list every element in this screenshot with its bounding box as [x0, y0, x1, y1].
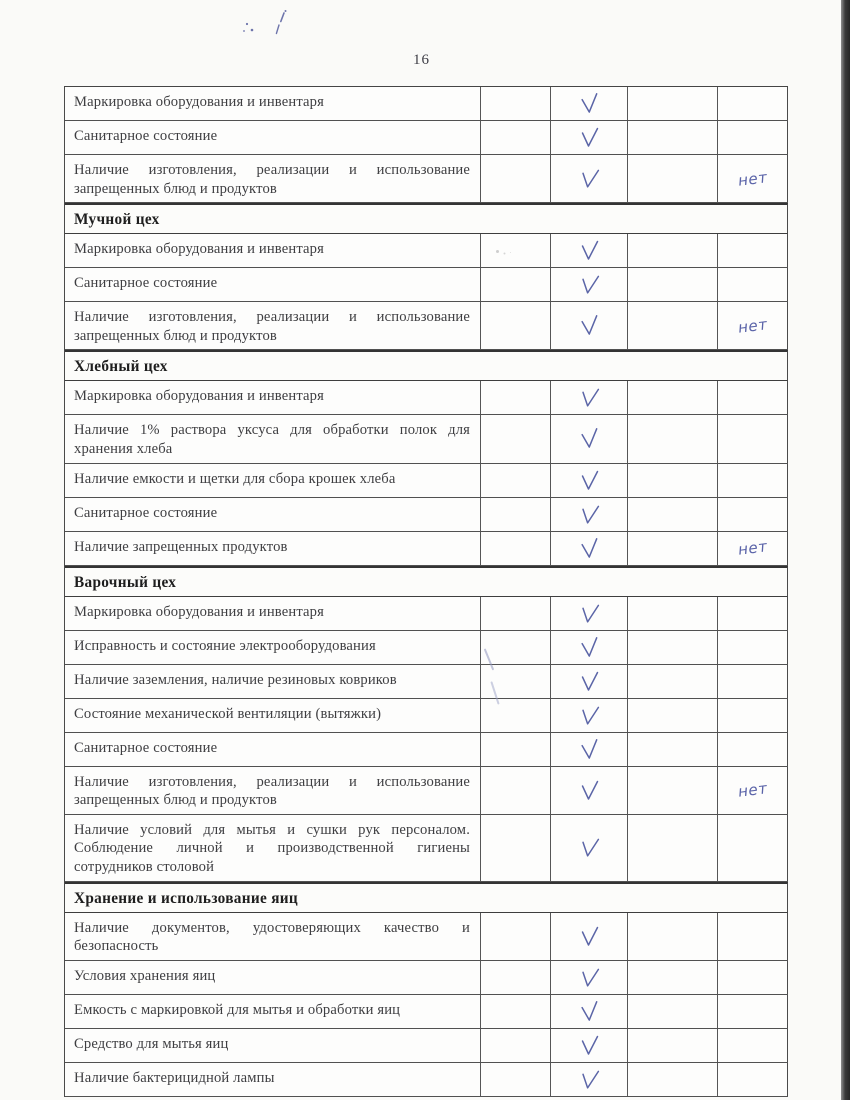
checkmark-icon	[578, 536, 601, 561]
result-cell-empty	[481, 913, 551, 960]
note-cell	[718, 733, 788, 766]
result-cell-empty	[481, 415, 551, 462]
result-cell-empty	[628, 87, 718, 120]
result-cell-check	[551, 87, 628, 120]
criteria-cell: Наличие емкости и щетки для сбора крошек хлеба	[65, 464, 481, 497]
criteria-cell: Средство для мытья яиц	[65, 1029, 481, 1062]
result-cell-empty	[481, 1029, 551, 1062]
result-cell-empty	[628, 302, 718, 349]
result-cell-empty	[628, 767, 718, 814]
section-header-label: Хлебный цех	[74, 358, 168, 376]
note-cell	[718, 415, 788, 462]
result-cell-empty	[628, 913, 718, 960]
note-cell	[718, 913, 788, 960]
table-row	[65, 415, 788, 463]
criteria-cell: Наличие запрещенных продуктов	[65, 532, 481, 565]
table-row	[65, 913, 788, 961]
note-cell	[718, 597, 788, 630]
result-cell-check	[551, 733, 628, 766]
result-cell-check	[551, 699, 628, 732]
criteria-cell: Санитарное состояние	[65, 498, 481, 531]
checkmark-icon	[577, 835, 600, 860]
criteria-cell: Санитарное состояние	[65, 733, 481, 766]
table-row	[65, 87, 788, 121]
checkmark-icon	[578, 737, 601, 762]
section-header-label: Хранение и использование яиц	[74, 889, 298, 907]
table-row	[65, 1063, 788, 1097]
result-cell-check	[551, 1029, 628, 1062]
table-row	[65, 155, 788, 203]
note-cell	[718, 665, 788, 698]
result-cell-empty	[481, 815, 551, 881]
result-cell-empty	[481, 995, 551, 1028]
result-cell-empty	[628, 155, 718, 202]
result-cell-check	[551, 1063, 628, 1096]
inspection-table	[64, 86, 788, 1097]
result-cell-empty	[628, 665, 718, 698]
checkmark-icon	[578, 999, 601, 1024]
result-cell-empty	[628, 234, 718, 267]
result-cell-check	[551, 155, 628, 202]
table-row	[65, 767, 788, 815]
checkmark-icon	[577, 166, 600, 191]
criteria-cell: Маркировка оборудования и инвентаря	[65, 87, 481, 120]
note-cell	[718, 995, 788, 1028]
criteria-cell: Наличие 1% раствора уксуса для обработки полок для хранения хлеба	[65, 415, 481, 462]
result-cell-empty	[628, 631, 718, 664]
result-cell-empty	[481, 631, 551, 664]
note-cell	[718, 121, 788, 154]
criteria-cell: Маркировка оборудования и инвентаря	[65, 381, 481, 414]
checkmark-icon	[577, 385, 600, 410]
result-cell-empty	[628, 597, 718, 630]
result-cell-empty	[628, 1063, 718, 1096]
result-cell-empty	[628, 532, 718, 565]
note-handwritten: нет	[736, 779, 769, 801]
section-header-label: Варочный цех	[74, 573, 177, 591]
criteria-cell: Наличие документов, удостоверяющих качество и безопасность	[65, 913, 481, 960]
result-cell-empty	[481, 87, 551, 120]
note-cell	[718, 234, 788, 267]
result-cell-empty	[628, 1029, 718, 1062]
checkmark-icon	[579, 925, 600, 948]
table-row	[65, 268, 788, 302]
result-cell-empty	[628, 498, 718, 531]
checkmark-icon	[577, 965, 600, 990]
checkmark-icon	[577, 703, 600, 728]
note-cell	[718, 815, 788, 881]
result-cell-empty	[481, 532, 551, 565]
result-cell-empty	[481, 155, 551, 202]
result-cell-check	[551, 234, 628, 267]
result-cell-empty	[628, 699, 718, 732]
result-cell-empty	[628, 995, 718, 1028]
result-cell-empty	[628, 815, 718, 881]
criteria-cell: Наличие бактерицидной лампы	[65, 1063, 481, 1096]
result-cell-check	[551, 767, 628, 814]
page-number: 16	[413, 52, 430, 68]
section-header	[65, 566, 788, 597]
note-cell	[718, 631, 788, 664]
section-header-label: Мучной цех	[74, 211, 160, 229]
criteria-cell: Наличие изготовления, реализации и использование запрещенных блюд и продуктов	[65, 767, 481, 814]
result-cell-empty	[481, 464, 551, 497]
result-cell-empty	[628, 381, 718, 414]
criteria-cell: Условия хранения яиц	[65, 961, 481, 994]
result-cell-check	[551, 815, 628, 881]
result-cell-check	[551, 498, 628, 531]
pen-marks-icon	[237, 8, 303, 42]
checkmark-icon	[579, 1034, 600, 1057]
criteria-cell: Исправность и состояние электрооборудования	[65, 631, 481, 664]
checkmark-icon	[578, 427, 601, 452]
table-row	[65, 815, 788, 882]
checkmark-icon	[579, 239, 600, 262]
section-header	[65, 350, 788, 381]
criteria-cell: Состояние механической вентиляции (вытяжки)	[65, 699, 481, 732]
pen-smudge-icon	[496, 250, 499, 253]
note-cell	[718, 381, 788, 414]
note-cell	[718, 87, 788, 120]
section-header	[65, 882, 788, 913]
table-row	[65, 498, 788, 532]
table-row	[65, 381, 788, 415]
result-cell-empty	[481, 121, 551, 154]
result-cell-check	[551, 415, 628, 462]
result-cell-check	[551, 995, 628, 1028]
note-cell	[718, 1063, 788, 1096]
section-header	[65, 203, 788, 234]
table-row	[65, 733, 788, 767]
checkmark-icon	[577, 502, 600, 527]
criteria-cell: Маркировка оборудования и инвентаря	[65, 234, 481, 267]
table-row	[65, 234, 788, 268]
result-cell-empty	[481, 498, 551, 531]
note-cell	[718, 464, 788, 497]
result-cell-empty	[628, 961, 718, 994]
note-handwritten: нет	[736, 537, 769, 559]
result-cell-empty	[481, 268, 551, 301]
note-cell	[718, 699, 788, 732]
criteria-cell: Емкость с маркировкой для мытья и обработки яиц	[65, 995, 481, 1028]
checkmark-icon	[578, 91, 601, 116]
result-cell-check	[551, 913, 628, 960]
result-cell-empty	[481, 597, 551, 630]
table-row	[65, 995, 788, 1029]
result-cell-empty	[628, 268, 718, 301]
criteria-cell: Наличие условий для мытья и сушки рук персоналом. Соблюдение личной и производственной гигиены сотрудников столовой	[65, 815, 481, 881]
result-cell-check	[551, 464, 628, 497]
note-handwritten: нет	[736, 315, 769, 337]
note-handwritten: нет	[736, 167, 769, 190]
result-cell-empty	[481, 961, 551, 994]
scan-edge-shadow	[841, 0, 850, 1100]
checkmark-icon	[579, 779, 600, 802]
checkmark-icon	[579, 469, 600, 492]
table-row	[65, 631, 788, 665]
table-row	[65, 1029, 788, 1063]
result-cell-empty	[481, 302, 551, 349]
result-cell-check	[551, 532, 628, 565]
criteria-cell: Маркировка оборудования и инвентаря	[65, 597, 481, 630]
note-cell	[718, 155, 788, 202]
note-cell	[718, 498, 788, 531]
table-row	[65, 302, 788, 350]
result-cell-empty	[481, 699, 551, 732]
note-cell	[718, 532, 788, 565]
checkmark-icon	[577, 601, 600, 626]
result-cell-check	[551, 121, 628, 154]
result-cell-empty	[481, 381, 551, 414]
checkmark-icon	[579, 670, 600, 693]
checkmark-icon	[577, 1067, 600, 1092]
result-cell-check	[551, 381, 628, 414]
result-cell-empty	[481, 767, 551, 814]
table-row	[65, 532, 788, 566]
checkmark-icon	[578, 635, 601, 660]
table-row	[65, 699, 788, 733]
table-row	[65, 665, 788, 699]
result-cell-check	[551, 631, 628, 664]
result-cell-check	[551, 665, 628, 698]
criteria-cell: Наличие изготовления, реализации и использование запрещенных блюд и продуктов	[65, 302, 481, 349]
checkmark-icon	[578, 313, 601, 338]
criteria-cell: Санитарное состояние	[65, 121, 481, 154]
result-cell-empty	[628, 415, 718, 462]
note-cell	[718, 268, 788, 301]
result-cell-check	[551, 302, 628, 349]
table-row	[65, 597, 788, 631]
note-cell	[718, 961, 788, 994]
note-cell	[718, 767, 788, 814]
checkmark-icon	[577, 272, 600, 297]
result-cell-empty	[481, 1063, 551, 1096]
result-cell-empty	[481, 234, 551, 267]
result-cell-empty	[628, 464, 718, 497]
criteria-cell: Наличие изготовления, реализации и использование запрещенных блюд и продуктов	[65, 155, 481, 202]
table-row	[65, 464, 788, 498]
criteria-cell: Наличие заземления, наличие резиновых ковриков	[65, 665, 481, 698]
note-cell	[718, 1029, 788, 1062]
result-cell-check	[551, 597, 628, 630]
criteria-cell: Санитарное состояние	[65, 268, 481, 301]
table-row	[65, 121, 788, 155]
result-cell-empty	[628, 121, 718, 154]
checkmark-icon	[579, 126, 600, 149]
result-cell-empty	[481, 733, 551, 766]
table-row	[65, 961, 788, 995]
note-cell	[718, 302, 788, 349]
result-cell-check	[551, 961, 628, 994]
result-cell-empty	[628, 733, 718, 766]
result-cell-check	[551, 268, 628, 301]
